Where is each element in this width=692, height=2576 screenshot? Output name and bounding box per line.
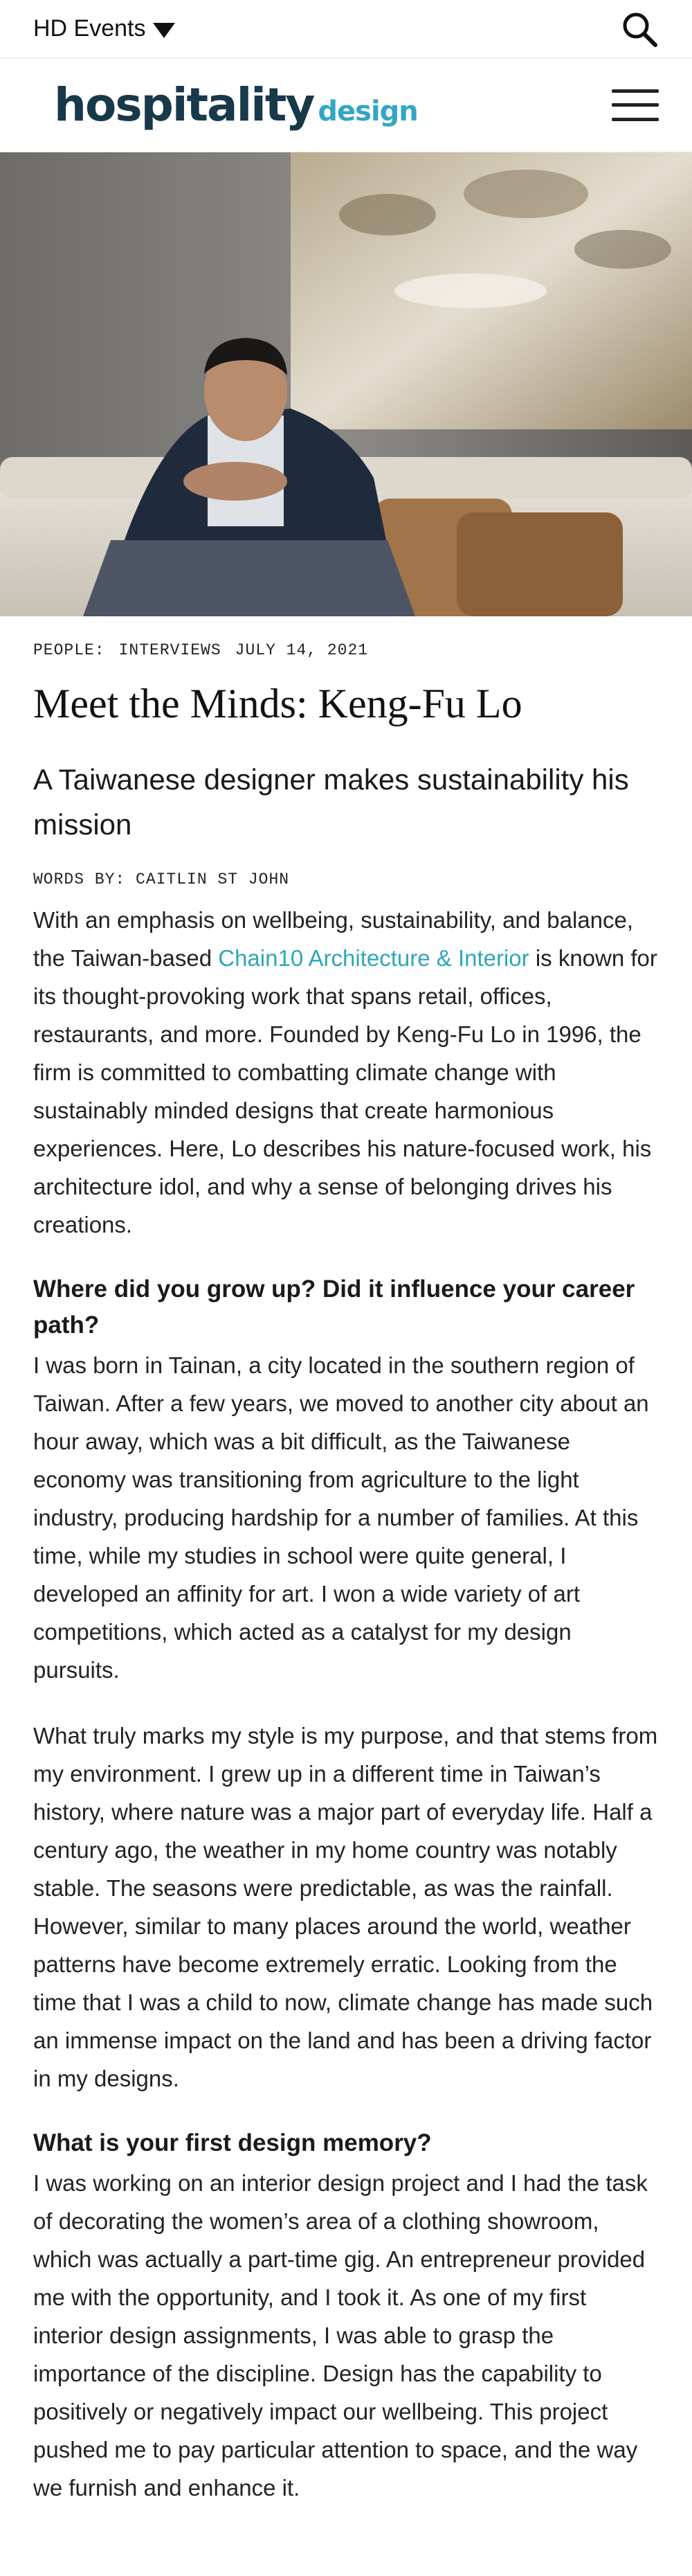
intro-text-before: With an emphasis on wellbeing, sustainability, and balance, the Taiwan-based (33, 907, 634, 972)
category-link[interactable]: PEOPLE: (33, 641, 105, 659)
events-dropdown[interactable] (33, 15, 175, 42)
question-heading: Where did you grow up? Did it influence your career path? (33, 1276, 635, 1339)
top-bar (0, 0, 692, 58)
menu-icon[interactable] (612, 89, 659, 121)
brand-bar (0, 58, 692, 152)
answer-paragraph: I was working on an interior design project and I had the task of decorating the women’s area of a clothing showroom, which was actually a part-time gig. An entrepreneur provided me with the opportunity, and I took it. As one of my first interior design assignments, I was able to grasp the importance of the discipline. Design has the capability to positively or negatively impact our wellbeing. This project pushed me to pay particular attention to space, and the way we furnish and enhance it. (33, 2170, 648, 2501)
site-logo[interactable] (54, 78, 418, 132)
intro-text-after: is known for its thought-provoking work that spans retail, offices, restaurants, and more. Founded by Keng-Fu Lo in 1996, the firm is committed to combatting climate change with sustainably minded designs that create harmonious experiences. Here, Lo describes his nature-focused work, his architecture idol, and why a sense of belonging drives his creations. (33, 945, 657, 1238)
intro-paragraph (33, 901, 659, 1244)
article (0, 641, 692, 2507)
answer-paragraph: What truly marks my style is my purpose, and that stems from my environment. I grew up in a different time in Taiwan’s history, where nature was a major part of everyday life. Half a century ago, the weather in my home country was notably stable. The seasons were predictable, as was the rainfall. However, similar to many places around the world, weather patterns have become extremely erratic. Looking from the time that I was a child to now, climate change has made such an immense impact on the land and has been a driving factor in my designs. (33, 1723, 658, 2092)
page-title: Meet the Minds: Keng-Fu Lo (33, 681, 522, 726)
byline: WORDS BY: CAITLIN ST JOHN (33, 870, 290, 889)
subcategory-link[interactable]: INTERVIEWS (118, 641, 221, 659)
caret-down-icon (153, 23, 175, 38)
question-heading: What is your first design memory? (33, 2129, 432, 2157)
publish-date: JULY 14, 2021 (235, 641, 369, 659)
events-label: HD Events (33, 15, 146, 42)
hero-image (0, 152, 692, 616)
article-dek: A Taiwanese designer makes sustainability his mission (33, 763, 629, 841)
chain10-link[interactable]: Chain10 Architecture & Interior (218, 945, 529, 972)
search-icon[interactable] (620, 10, 659, 48)
answer-paragraph: I was born in Tainan, a city located in the southern region of Taiwan. After a few years, we moved to another city about an hour away, which was a bit difficult, as the Taiwanese economy was transitioning from agriculture to the light industry, producing hardship for a number of families. At this time, while my studies in school were quite general, I developed an affinity for art. I won a wide variety of art competitions, which acted as a catalyst for my design pursuits. (33, 1352, 649, 1683)
article-meta (33, 641, 659, 659)
logo-main-text: hospitality (54, 78, 314, 132)
logo-sub-text: design (318, 96, 418, 127)
